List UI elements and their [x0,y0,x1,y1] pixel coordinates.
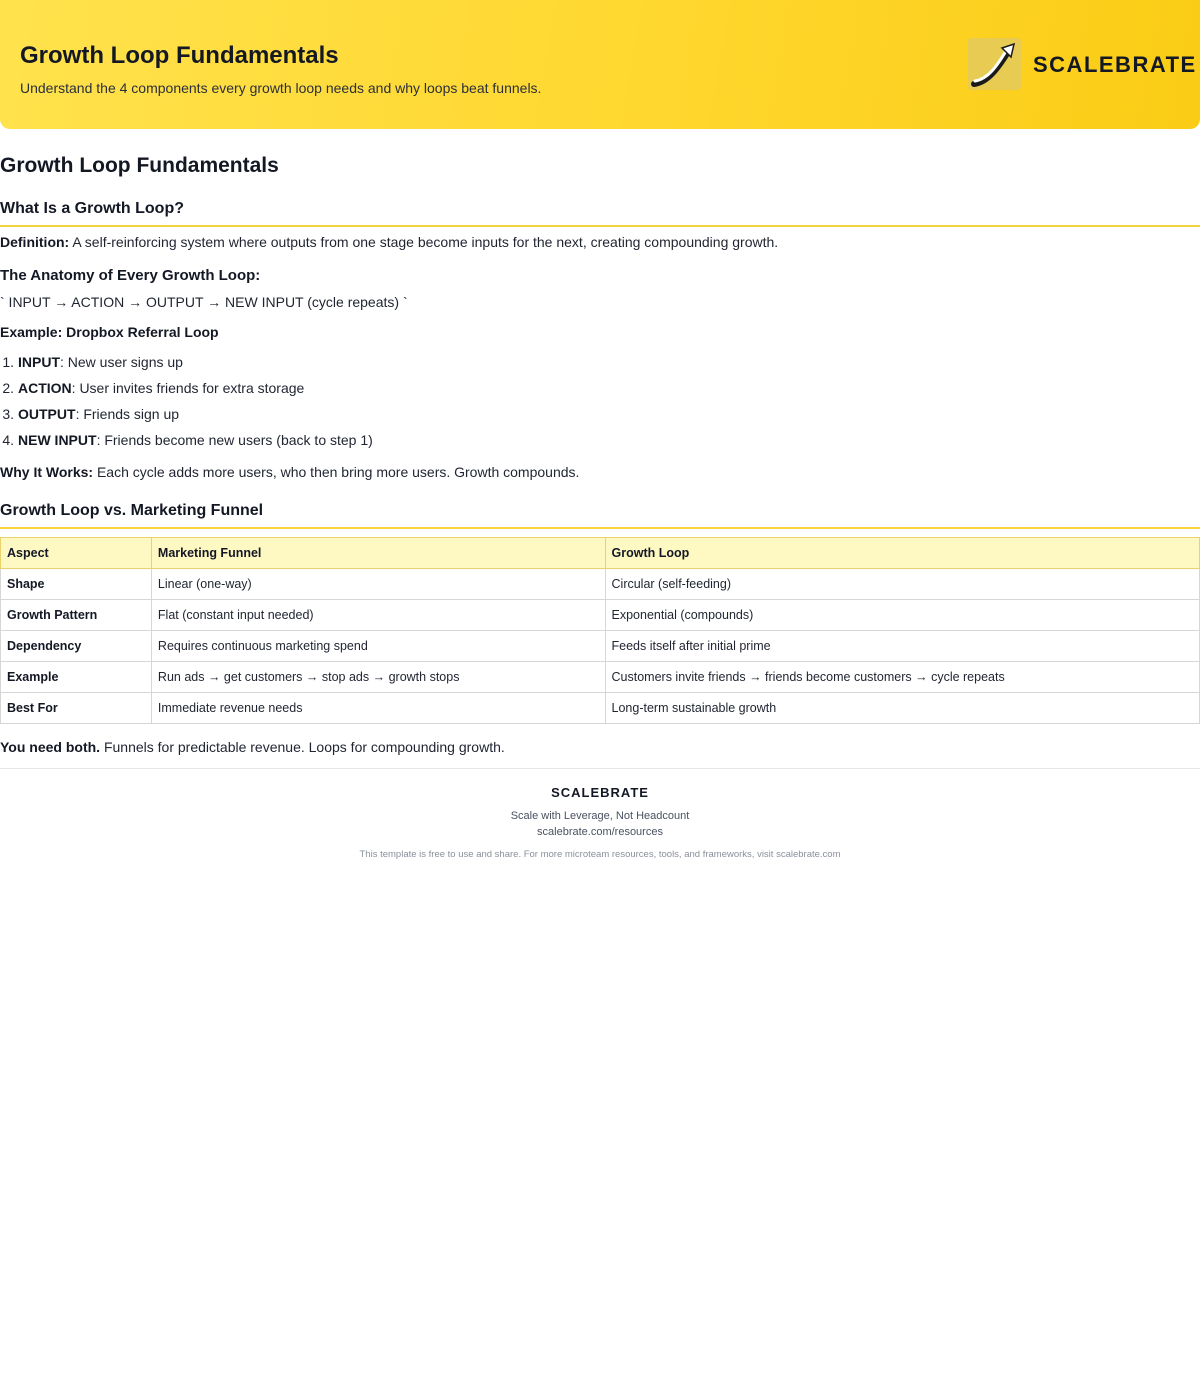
table-cell: Customers invite friends → friends become customers → cycle repeats [605,662,1199,693]
footer-tagline: Scale with Leverage, Not Headcount [510,810,690,822]
table-cell: Shape [1,569,152,600]
list-number: 3. [2,406,14,422]
list-number: 1. [2,354,14,370]
section-heading-what-is: What Is a Growth Loop? [0,200,184,217]
header-title: Growth Loop Fundamentals [20,42,339,69]
table-row [1,662,1200,693]
why-text: Each cycle adds more users, who then bring more users. Growth compounds. [93,464,580,480]
definition-label: Definition: [0,234,70,250]
table-cell: Example [1,662,152,693]
anatomy-code: ` INPUT → ACTION → OUTPUT → NEW INPUT (cycle repeats) ` [0,294,408,310]
list-number: 2. [2,380,14,396]
step-label: OUTPUT [18,406,76,422]
section-divider [0,225,1200,227]
definition-text: A self-reinforcing system where outputs from one stage become inputs for the next, creating compounding growth. [69,234,779,250]
step-label: NEW INPUT [18,432,97,448]
table-row [1,569,1200,600]
closing-label: You need both. [0,739,101,755]
footer-divider [0,768,1200,769]
closing-paragraph [0,739,505,755]
table-cell: Feeds itself after initial prime [605,631,1199,662]
table-cell: Run ads → get customers → stop ads → growth stops [151,662,605,693]
footer-url-link[interactable]: scalebrate.com/resources [537,826,663,838]
table-row [1,600,1200,631]
why-label: Why It Works: [0,464,94,480]
page-title: Growth Loop Fundamentals [0,154,279,177]
section-heading-comparison: Growth Loop vs. Marketing Funnel [0,502,264,519]
closing-text: Funnels for predictable revenue. Loops for compounding growth. [100,739,505,755]
list-number: 4. [2,432,14,448]
table-cell: Circular (self-feeding) [605,569,1199,600]
comparison-table [0,537,1200,724]
table-cell: Best For [1,693,152,724]
header-subtitle: Understand the 4 components every growth loop needs and why loops beat funnels. [20,80,542,96]
definition-paragraph [0,234,778,250]
list-item [0,380,304,396]
table-row [1,631,1200,662]
table-cell: Linear (one-way) [151,569,605,600]
list-item [0,432,373,448]
table-cell: Growth Pattern [1,600,152,631]
anatomy-heading: The Anatomy of Every Growth Loop: [0,267,261,284]
step-label: ACTION [18,380,72,396]
rising-arrow-icon [968,38,1021,90]
table-cell: Flat (constant input needed) [151,600,605,631]
step-text: : New user signs up [60,354,183,370]
table-cell: Dependency [1,631,152,662]
section-divider [0,527,1200,529]
step-text: : Friends sign up [75,406,180,422]
list-item [0,406,179,422]
list-item [0,354,183,370]
table-cell: Requires continuous marketing spend [151,631,605,662]
example-heading: Example: Dropbox Referral Loop [0,324,219,340]
table-row [1,693,1200,724]
table-cell: Exponential (compounds) [605,600,1199,631]
column-header: Marketing Funnel [151,538,605,569]
table-cell: Immediate revenue needs [151,693,605,724]
table-cell: Long-term sustainable growth [605,693,1199,724]
header-banner [0,0,1200,129]
why-paragraph [0,464,579,480]
step-label: INPUT [18,354,60,370]
step-text: : Friends become new users (back to step 1) [96,432,373,448]
step-text: : User invites friends for extra storage [71,380,305,396]
footer-note: This template is free to use and share. For more microteam resources, tools, and frameworks, visit scalebrate.com [359,849,841,860]
column-header: Aspect [1,538,152,569]
column-header: Growth Loop [605,538,1199,569]
brand-logo-text: SCALEBRATE [1033,52,1197,77]
table-header-row [1,538,1200,569]
footer-brand: SCALEBRATE [551,785,649,800]
